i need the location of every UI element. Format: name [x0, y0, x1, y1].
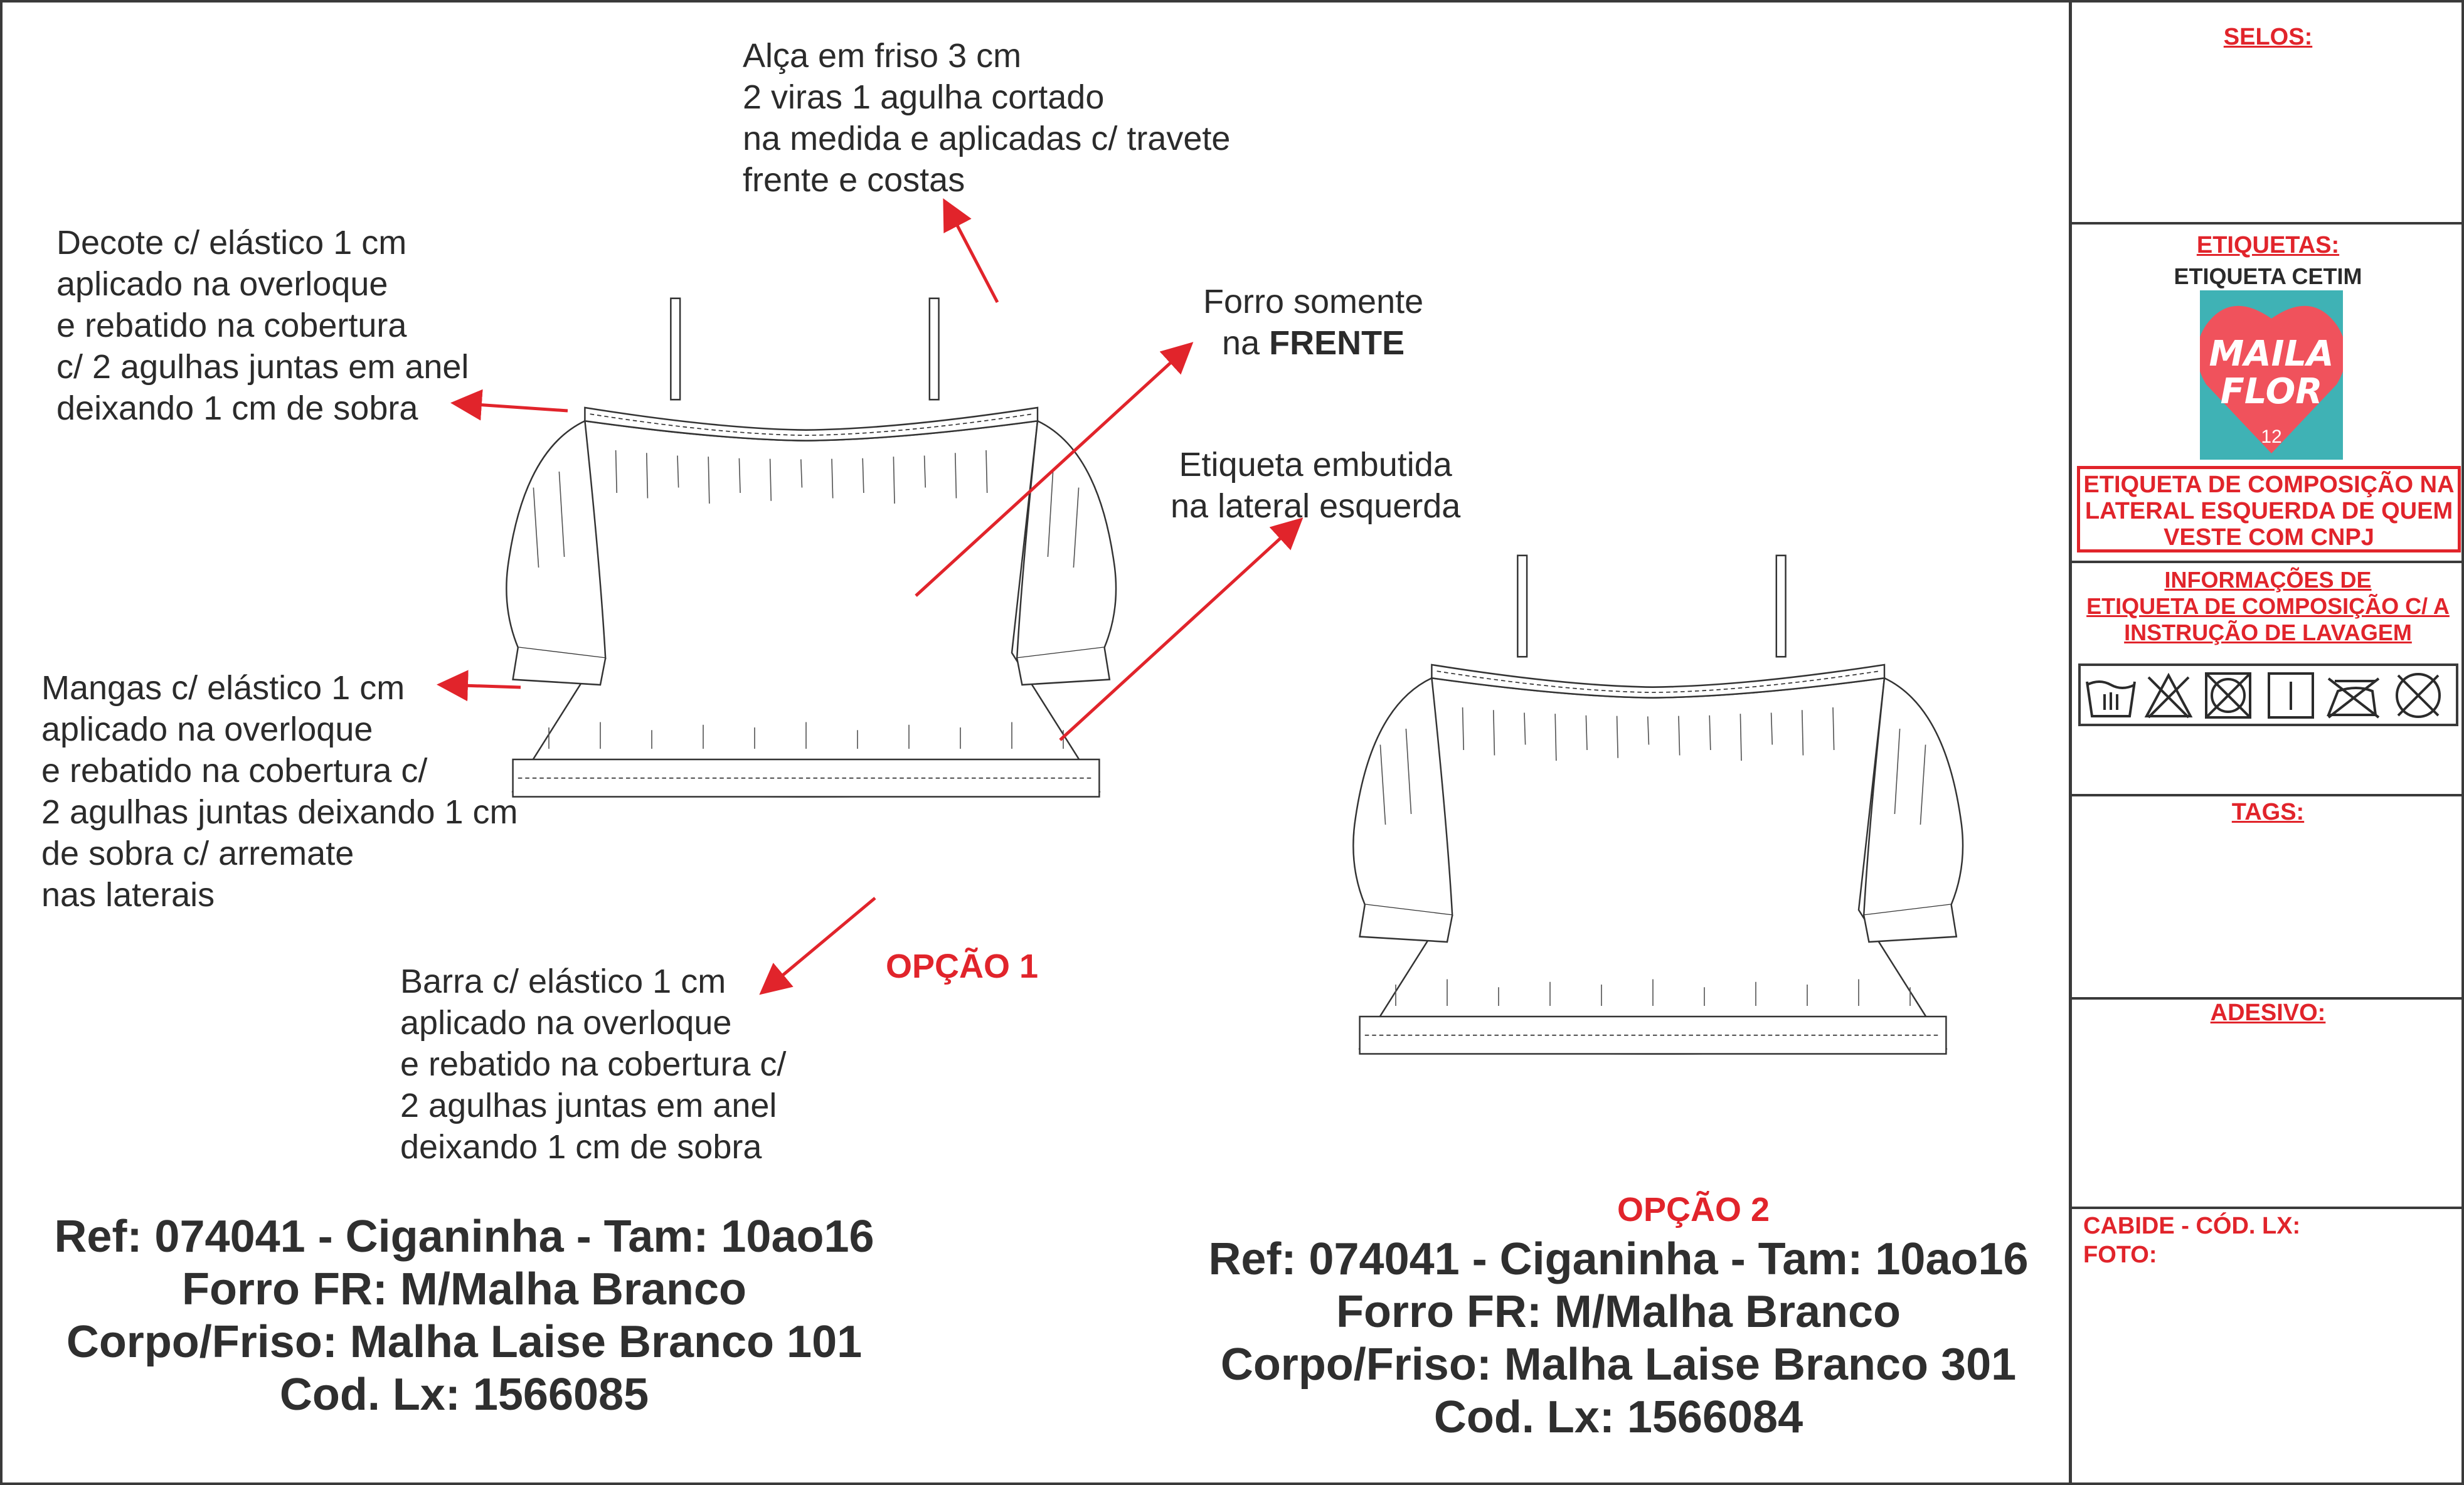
forro-line: Forro FR: M/Malha Branco	[1336, 1287, 1901, 1337]
no-bleach-icon	[2147, 675, 2191, 717]
note-decote: Decote c/ elástico 1 cm aplicado na overloque e rebatido na cobertura c/ 2 agulhas juntas em anel deixando 1 cm de sobra	[56, 224, 469, 427]
ref-block-option-1	[13, 1210, 916, 1421]
corpo-line: Corpo/Friso: Malha Laise Branco 301	[1220, 1340, 2017, 1390]
logo-line2: FLOR	[2220, 371, 2323, 412]
no-tumble-dry-icon	[2206, 674, 2250, 717]
note-forro	[1203, 281, 1423, 364]
adesivo-title: ADESIVO:	[2210, 1000, 2326, 1026]
etiqueta-cetim-label: ETIQUETA CETIM	[2174, 263, 2362, 289]
selos-title: SELOS:	[2223, 24, 2313, 50]
garment-option-1	[506, 299, 1116, 797]
section-adesivo	[2072, 1000, 2464, 1209]
note-barra: Barra c/ elástico 1 cm aplicado na overloque e rebatido na cobertura c/ 2 agulhas juntas em anel deixando 1 cm de sobra	[400, 963, 787, 1166]
garment-option-2	[1353, 556, 1963, 1054]
option-2-label: OPÇÃO 2	[1617, 1191, 1770, 1229]
line-dry-icon	[2269, 674, 2313, 717]
forro-line: Forro FR: M/Malha Branco	[181, 1264, 747, 1314]
ref-line: Ref: 074041 - Ciganinha - Tam: 10ao16	[54, 1212, 874, 1262]
composicao-box: ETIQUETA DE COMPOSIÇÃO NA LATERAL ESQUERDA DE QUEM VESTE COM CNPJ	[2077, 466, 2461, 552]
logo-line1: MAILA	[2209, 334, 2334, 374]
note-forro-line1: Forro somente	[1203, 283, 1424, 320]
arrow-decote	[457, 403, 568, 411]
note-alca: Alça em friso 3 cm 2 viras 1 agulha cortado na medida e aplicadas c/ travete frente e costas	[743, 37, 1231, 199]
tags-title: TAGS:	[2231, 799, 2305, 825]
no-iron-icon	[2329, 679, 2379, 717]
ref-line: Ref: 074041 - Ciganinha - Tam: 10ao16	[1208, 1234, 2029, 1284]
note-mangas: Mangas c/ elástico 1 cm aplicado na overloque e rebatido na cobertura c/ 2 agulhas juntas deixando 1 cm de sobra c/ arremate nas laterais	[41, 669, 518, 914]
section-selos	[2072, 0, 2464, 225]
maila-flor-logo	[2200, 290, 2343, 460]
info-lavagem-title: INFORMAÇÕES DE ETIQUETA DE COMPOSIÇÃO C/ A INSTRUÇÃO DE LAVAGEM	[2086, 567, 2450, 645]
cabide-foto-label: CABIDE - CÓD. LX: FOTO:	[2083, 1213, 2301, 1268]
arrow-alca	[946, 204, 997, 302]
note-forro-bold: FRENTE	[1269, 324, 1405, 362]
corpo-line: Corpo/Friso: Malha Laise Branco 101	[66, 1317, 863, 1367]
ref-block-option-2	[1167, 1233, 2070, 1444]
option-1-label: OPÇÃO 1	[886, 948, 1039, 985]
no-dry-clean-icon	[2397, 674, 2440, 717]
logo-number: 12	[2261, 426, 2282, 447]
note-etiqueta: Etiqueta embutida na lateral esquerda	[1171, 446, 1461, 525]
wash-30-icon	[2087, 682, 2135, 716]
spec-sidebar	[2069, 0, 2464, 1485]
care-symbols	[2078, 663, 2458, 726]
cod-line: Cod. Lx: 1566084	[1433, 1392, 1803, 1442]
section-tags	[2072, 796, 2464, 1000]
cod-line: Cod. Lx: 1566085	[279, 1370, 649, 1420]
etiquetas-title: ETIQUETAS:	[2196, 232, 2340, 258]
note-forro-line2-prefix: na	[1222, 324, 1270, 362]
